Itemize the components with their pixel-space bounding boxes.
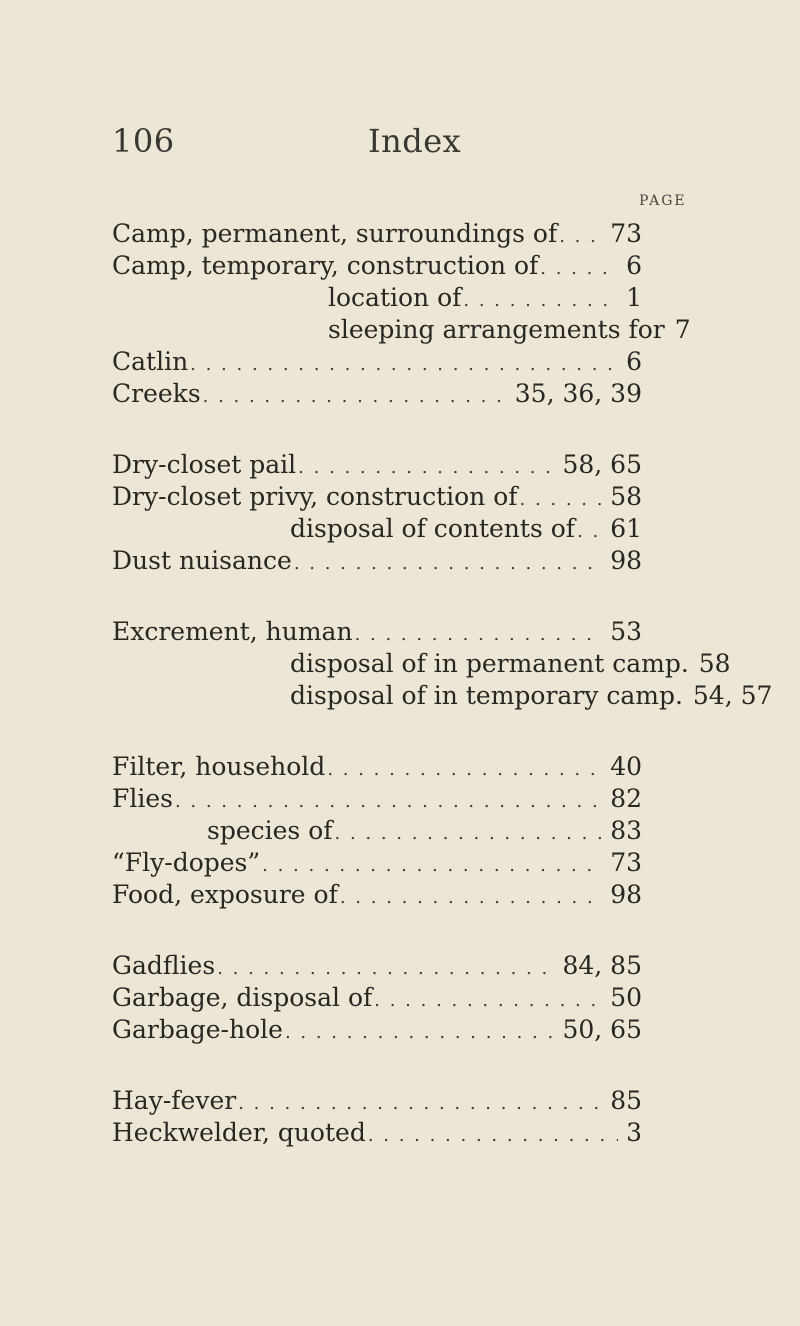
dot-leader xyxy=(366,1120,618,1152)
index-term: Catlin xyxy=(112,347,189,376)
index-letter-group xyxy=(112,218,691,410)
index-term: Filter, household xyxy=(112,752,326,781)
index-entry xyxy=(112,648,731,680)
page-references: 73 xyxy=(610,219,642,248)
separator-dot: . xyxy=(674,681,683,710)
index-entry xyxy=(112,378,642,410)
dot-leader xyxy=(325,754,602,786)
dot-leader xyxy=(188,349,618,381)
dot-leader xyxy=(260,850,602,882)
dot-leader xyxy=(201,381,507,413)
page-references: 54, 57 xyxy=(692,681,773,710)
index-entry xyxy=(112,250,642,282)
index-entry xyxy=(112,1117,642,1149)
index-term: Food, exposure of xyxy=(112,880,338,909)
dot-leader xyxy=(215,953,554,985)
dot-leader xyxy=(461,285,618,317)
index-term: Dry-closet privy, construction of xyxy=(112,482,518,511)
dot-leader xyxy=(296,452,554,484)
page-references: 1 xyxy=(626,283,642,312)
index-entry xyxy=(112,783,642,815)
page-references: 40 xyxy=(610,752,642,781)
index-entry xyxy=(112,680,773,712)
page-references: 73 xyxy=(610,848,642,877)
index-term: sleeping arrangements for xyxy=(328,315,665,344)
index-term: disposal of in permanent camp xyxy=(290,649,681,678)
dot-leader xyxy=(557,221,602,253)
index-entry xyxy=(112,218,642,250)
index-term: species of xyxy=(207,816,333,845)
index-term: “Fly-dopes” xyxy=(112,848,261,877)
page-references: 61 xyxy=(610,514,642,543)
page-references: 6 xyxy=(626,251,642,280)
page-title: Index xyxy=(368,122,462,160)
index-entry xyxy=(112,314,691,346)
index-term: disposal of contents of xyxy=(290,514,576,543)
page-references: 6 xyxy=(626,347,642,376)
page-references: 50 xyxy=(610,983,642,1012)
page-references: 7 xyxy=(674,315,691,344)
dot-leader xyxy=(372,985,602,1017)
index-entry xyxy=(112,282,642,314)
index-term: Dry-closet pail xyxy=(112,450,297,479)
page-references: 82 xyxy=(610,784,642,813)
dot-leader xyxy=(173,786,602,818)
dot-leader xyxy=(292,548,602,580)
page-references: 35, 36, 39 xyxy=(514,379,642,408)
page-references: 58, 65 xyxy=(562,450,642,479)
index-entry xyxy=(112,449,642,481)
page-references: 3 xyxy=(626,1118,642,1147)
dot-leader xyxy=(518,484,603,516)
index-entry xyxy=(112,616,642,648)
index-term: Hay-fever xyxy=(112,1086,237,1115)
index-entry xyxy=(112,481,642,513)
index-term: Dust nuisance xyxy=(112,546,292,575)
dot-leader xyxy=(338,882,602,914)
index-term: Excrement, human xyxy=(112,617,353,646)
index-entry xyxy=(112,815,642,847)
index-term: location of xyxy=(328,283,462,312)
index-letter-group xyxy=(112,616,773,712)
index-letter-group xyxy=(112,950,642,1046)
page-references: 58 xyxy=(698,649,731,678)
index-term: Garbage, disposal of xyxy=(112,983,373,1012)
separator-dot: . xyxy=(680,649,689,678)
page-number: 106 xyxy=(112,122,175,160)
index-letter-group xyxy=(112,751,642,911)
index-term: Flies xyxy=(112,784,173,813)
index-entry xyxy=(112,1014,642,1046)
running-header xyxy=(112,122,462,160)
index-entry xyxy=(112,513,642,545)
index-entry xyxy=(112,879,642,911)
page-references: 58 xyxy=(610,482,642,511)
page-references: 53 xyxy=(610,617,642,646)
dot-leader xyxy=(538,253,618,285)
page-references: 85 xyxy=(610,1086,642,1115)
dot-leader xyxy=(236,1088,602,1120)
index-entry xyxy=(112,982,642,1014)
page-references: 98 xyxy=(610,880,642,909)
index-entry xyxy=(112,545,642,577)
index-term: Camp, temporary, construction of xyxy=(112,251,539,280)
index-entry xyxy=(112,1085,642,1117)
index-entry xyxy=(112,346,642,378)
dot-leader xyxy=(353,619,603,651)
index-entry xyxy=(112,950,642,982)
index-term: Camp, permanent, surroundings of xyxy=(112,219,558,248)
index-letter-group xyxy=(112,449,642,577)
index-term: Garbage-hole xyxy=(112,1015,283,1044)
page-references: 50, 65 xyxy=(562,1015,642,1044)
dot-leader xyxy=(283,1017,555,1049)
index-term: disposal of in temporary camp xyxy=(290,681,675,710)
page-references: 98 xyxy=(610,546,642,575)
index-letter-group xyxy=(112,1085,642,1149)
index-entry xyxy=(112,751,642,783)
dot-leader xyxy=(333,818,603,850)
index-term: Gadflies xyxy=(112,951,216,980)
index-term: Creeks xyxy=(112,379,201,408)
page-column-label: PAGE xyxy=(639,193,687,209)
index-list xyxy=(112,218,773,1188)
index-term: Heckwelder, quoted xyxy=(112,1118,366,1147)
page-references: 83 xyxy=(610,816,642,845)
page-references: 84, 85 xyxy=(562,951,642,980)
dot-leader xyxy=(575,516,602,548)
index-entry xyxy=(112,847,642,879)
